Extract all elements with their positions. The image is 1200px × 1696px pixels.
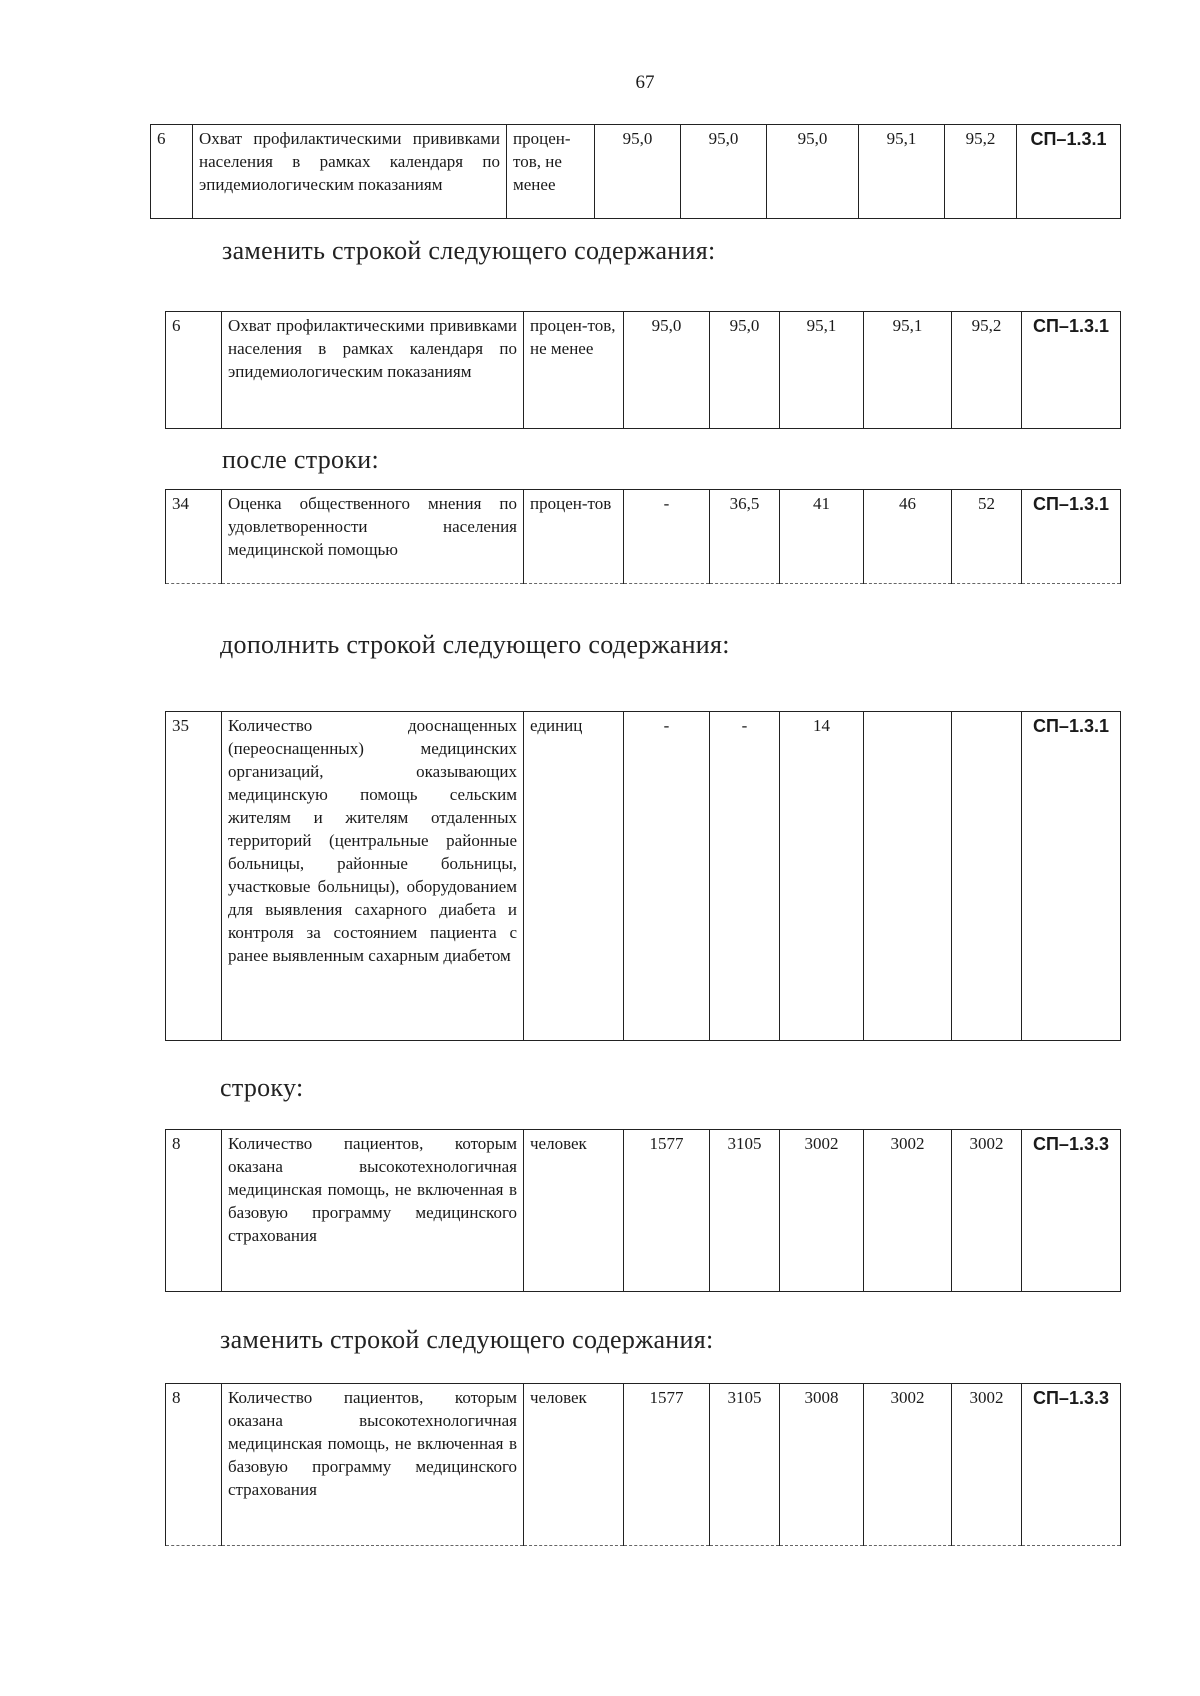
- page-number: 67: [635, 72, 655, 93]
- indicator-description: Количество дооснащенных (переоснащенных) медицинских организаций, оказывающих медицинскую помощь сельским жителям и жителям отдаленных территорий (центральные районные больницы, районные больницы, участковые больницы), оборудованием для выявления сахарного диабета и контроля за состоянием пациента с ранее выявленным сахарным диабетом: [222, 712, 524, 1041]
- code-cell: СП–1.3.1: [1022, 312, 1121, 429]
- value-cell: 36,5: [710, 490, 780, 584]
- indicator-description: Охват профилактическими прививками населения в рамках календаря по эпидемиологическим показаниям: [193, 125, 507, 219]
- unit-cell: процен-тов, не менее: [524, 312, 624, 429]
- value-cell: 3105: [710, 1130, 780, 1292]
- value-cell: 3008: [780, 1384, 864, 1546]
- value-cell: -: [710, 712, 780, 1041]
- value-cell: 95,0: [710, 312, 780, 429]
- code-cell: СП–1.3.3: [1022, 1130, 1121, 1292]
- value-cell: 3002: [864, 1130, 952, 1292]
- value-cell: 52: [952, 490, 1022, 584]
- row-number: 6: [166, 312, 222, 429]
- code-cell: СП–1.3.3: [1022, 1384, 1121, 1546]
- code-cell: СП–1.3.1: [1022, 490, 1121, 584]
- table-row: [165, 1129, 1121, 1292]
- table-row: [165, 489, 1121, 584]
- value-cell: [952, 712, 1022, 1041]
- section-heading: после строки:: [222, 445, 380, 474]
- indicator-description: Количество пациентов, которым оказана высокотехнологичная медицинская помощь, не включенная в базовую программу медицинского страхования: [222, 1384, 524, 1546]
- value-cell: 95,0: [595, 125, 681, 219]
- value-cell: [864, 712, 952, 1041]
- code-cell: СП–1.3.1: [1017, 125, 1121, 219]
- value-cell: 95,1: [859, 125, 945, 219]
- value-cell: 95,1: [864, 312, 952, 429]
- unit-cell: человек: [524, 1130, 624, 1292]
- value-cell: 46: [864, 490, 952, 584]
- value-cell: 95,0: [767, 125, 859, 219]
- value-cell: 95,2: [945, 125, 1017, 219]
- row-number: 35: [166, 712, 222, 1041]
- value-cell: 1577: [624, 1384, 710, 1546]
- code-cell: СП–1.3.1: [1022, 712, 1121, 1041]
- section-heading: дополнить строкой следующего содержания:: [220, 630, 730, 659]
- indicator-description: Охват профилактическими прививками населения в рамках календаря по эпидемиологическим показаниям: [222, 312, 524, 429]
- table-row: [165, 1383, 1121, 1546]
- unit-cell: процен-тов, не менее: [507, 125, 595, 219]
- table-row: [165, 311, 1121, 429]
- value-cell: 95,0: [681, 125, 767, 219]
- table-row: [150, 124, 1121, 219]
- row-number: 34: [166, 490, 222, 584]
- value-cell: 14: [780, 712, 864, 1041]
- value-cell: 3002: [952, 1130, 1022, 1292]
- indicator-description: Количество пациентов, которым оказана высокотехнологичная медицинская помощь, не включенная в базовую программу медицинского страхования: [222, 1130, 524, 1292]
- value-cell: 3002: [780, 1130, 864, 1292]
- unit-cell: единиц: [524, 712, 624, 1041]
- section-heading: строку:: [220, 1073, 304, 1102]
- unit-cell: процен-тов: [524, 490, 624, 584]
- value-cell: 95,2: [952, 312, 1022, 429]
- indicator-description: Оценка общественного мнения по удовлетворенности населения медицинской помощью: [222, 490, 524, 584]
- value-cell: 95,0: [624, 312, 710, 429]
- value-cell: 3002: [864, 1384, 952, 1546]
- value-cell: -: [624, 490, 710, 584]
- value-cell: 95,1: [780, 312, 864, 429]
- row-number: 6: [151, 125, 193, 219]
- value-cell: 41: [780, 490, 864, 584]
- value-cell: 3002: [952, 1384, 1022, 1546]
- row-number: 8: [166, 1130, 222, 1292]
- value-cell: 3105: [710, 1384, 780, 1546]
- unit-cell: человек: [524, 1384, 624, 1546]
- value-cell: 1577: [624, 1130, 710, 1292]
- table-row: [165, 711, 1121, 1041]
- row-number: 8: [166, 1384, 222, 1546]
- value-cell: -: [624, 712, 710, 1041]
- section-heading: заменить строкой следующего содержания:: [220, 1325, 714, 1354]
- section-heading: заменить строкой следующего содержания:: [222, 236, 716, 265]
